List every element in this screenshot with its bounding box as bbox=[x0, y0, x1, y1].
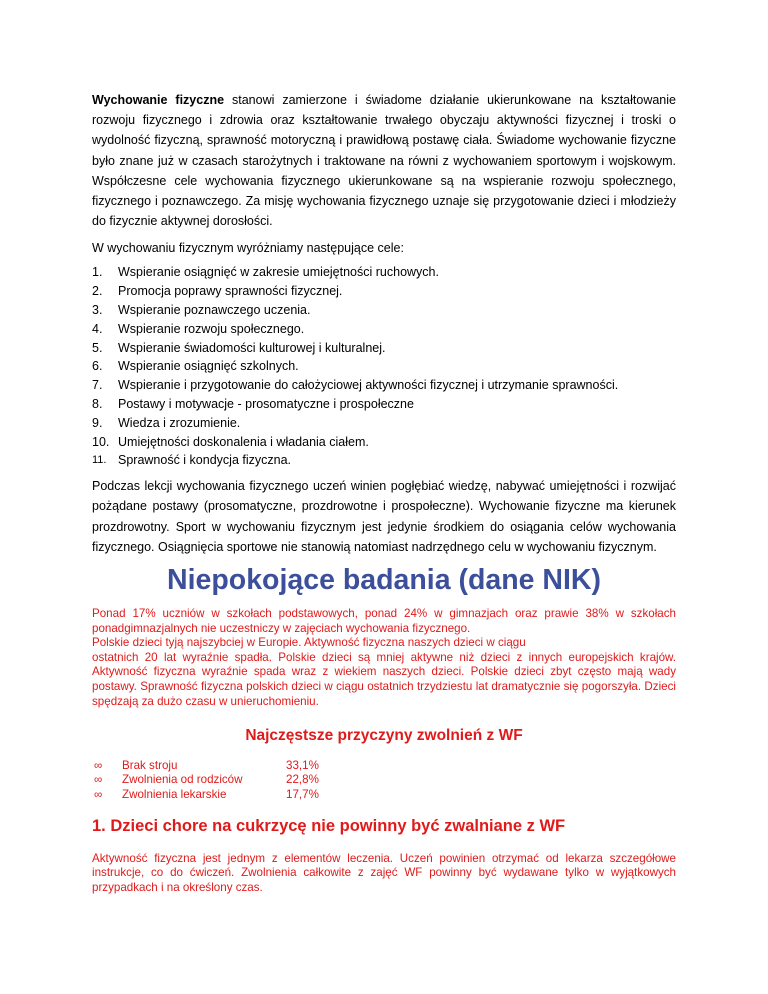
list-item bbox=[92, 759, 676, 773]
item-number: 8. bbox=[92, 397, 103, 411]
list-item bbox=[92, 357, 676, 376]
list-item bbox=[92, 339, 676, 358]
section-heading: 1. Dzieci chore na cukrzycę nie powinny być zwalniane z WF bbox=[92, 816, 566, 835]
item-number: 9. bbox=[92, 415, 103, 430]
list-item bbox=[92, 263, 676, 282]
nik-heading: Niepokojące badania (dane NIK) bbox=[167, 564, 601, 596]
nik-text-3: ostatnich 20 lat wyraźnie spadła. Polskie dzieci są mniej aktywne niż dzieci z innych europejskich krajów. Aktywność fizyczna wyraźnie spada wraz z wiekiem naszych dzieci. Polskie dzieci zbyt często mają wady postawy. Sprawność fizyczna polskich dzieci w ciągu ostatnich trzydziestu lat dramatycznie się pogorszyła. Dzieci spędzają za dużo czasu w unieruchomieniu. bbox=[92, 650, 676, 708]
intro-paragraph bbox=[92, 90, 676, 231]
item-number: 11. bbox=[92, 454, 107, 467]
intro-bold-term: Wychowanie fizyczne bbox=[92, 93, 225, 107]
infinity-bullet-icon: ∞ bbox=[94, 773, 103, 787]
intro-text: stanowi zamierzone i świadome działanie ukierunkowane na kształtowanie rozwoju fizycznego i zdrowia oraz kształtowanie trwałego obyczaju aktywności fizycznej i troski o wydolność fizyczną, sprawność motoryczną i prawidłową postawę ciała. Świadome wychowanie fizyczne było znane już w czasach starożytnych i traktowane na równi z wychowaniem sportowym i wojskowym. Współczesne cele wychowania fizycznego ukierunkowane są na wspieranie rozwoju społecznego, fizycznego i poznawczego. Za misję wychowania fizycznego uznaje się przygotowanie dzieci i młodzieży do fizycznie aktywnej dorosłości. bbox=[92, 93, 676, 229]
item-text: Wspieranie osiągnięć w zakresie umiejętności ruchowych. bbox=[118, 265, 439, 280]
causes-heading: Najczęstsze przyczyny zwolnień z WF bbox=[245, 727, 523, 745]
item-number: 6. bbox=[92, 359, 103, 374]
item-text: Postawy i motywacje - prosomatyczne i prospołeczne bbox=[118, 397, 414, 411]
cause-label: Brak stroju bbox=[122, 759, 178, 773]
list-item bbox=[92, 788, 676, 802]
list-item bbox=[92, 301, 676, 320]
list-item bbox=[92, 414, 676, 433]
goals-list bbox=[92, 263, 676, 470]
item-number: 2. bbox=[92, 284, 103, 299]
causes-list bbox=[92, 759, 676, 802]
item-text: Wspieranie osiągnięć szkolnych. bbox=[118, 359, 299, 374]
list-item bbox=[92, 376, 676, 395]
item-number: 7. bbox=[92, 378, 103, 393]
cause-percent: 22,8% bbox=[286, 773, 319, 787]
nik-text-1: Ponad 17% uczniów w szkołach podstawowych, ponad 24% w gimnazjach oraz prawie 38% w szkołach ponadgimnazjalnych nie uczestniczy w zajęciach wychowania fizycznego. bbox=[92, 607, 676, 635]
cause-percent: 17,7% bbox=[286, 787, 319, 801]
section-paragraph: Aktywność fizyczna jest jednym z elementów leczenia. Uczeń powinien otrzymać od lekarza szczegółowe instrukcje, co do ćwiczeń. Zwolnienia całkowite z zajęć WF powinny być wydawane tylko w wyjątkowych przypadkach i na określony czas. bbox=[92, 851, 676, 894]
cause-label: Zwolnienia lekarskie bbox=[122, 787, 227, 801]
item-text: Wspieranie rozwoju społecznego. bbox=[118, 321, 305, 336]
list-item bbox=[92, 282, 676, 301]
list-item bbox=[92, 320, 676, 339]
nik-paragraph bbox=[92, 607, 676, 709]
item-text: Sprawność i kondycja fizyczna. bbox=[118, 453, 291, 468]
goals-lead: W wychowaniu fizycznym wyróżniamy następujące cele: bbox=[92, 241, 404, 256]
list-item bbox=[92, 433, 676, 452]
item-number: 3. bbox=[92, 303, 103, 318]
item-text: Umiejętności doskonalenia i władania ciałem. bbox=[118, 434, 369, 449]
item-text: Wspieranie świadomości kulturowej i kulturalnej. bbox=[118, 340, 386, 355]
closing-paragraph: Podczas lekcji wychowania fizycznego uczeń winien pogłębiać wiedzę, nabywać umiejętności i rozwijać pożądane postawy (prosomatyczne, prozdrowotne i prospołeczne). Wychowanie fizyczne ma kierunek prozdrowotny. Sport w wychowaniu fizycznym jest jedynie środkiem do osiągania celów wychowania fizycznego. Osiągnięcia sportowe nie stanowią natomiast nadrzędnego celu w wychowaniu fizycznym. bbox=[92, 479, 676, 554]
item-number: 1. bbox=[92, 265, 103, 280]
document-page bbox=[92, 90, 676, 896]
item-text: Wspieranie poznawczego uczenia. bbox=[118, 303, 311, 318]
item-number: 4. bbox=[92, 321, 103, 336]
item-number: 10. bbox=[92, 434, 110, 449]
cause-percent: 33,1% bbox=[286, 759, 319, 773]
item-text: Wspieranie i przygotowanie do całożyciowej aktywności fizycznej i utrzymanie sprawności. bbox=[118, 378, 619, 393]
item-text: Wiedza i zrozumienie. bbox=[118, 415, 241, 430]
cause-label: Zwolnienia od rodziców bbox=[122, 773, 243, 787]
list-item bbox=[92, 395, 676, 414]
infinity-bullet-icon: ∞ bbox=[94, 787, 103, 801]
nik-text-2: Polskie dzieci tyją najszybciej w Europie. Aktywność fizyczna naszych dzieci w ciągu bbox=[92, 636, 526, 650]
item-text: Promocja poprawy sprawności fizycznej. bbox=[118, 284, 343, 299]
list-item bbox=[92, 451, 676, 470]
list-item bbox=[92, 773, 676, 787]
infinity-bullet-icon: ∞ bbox=[94, 759, 103, 773]
item-number: 5. bbox=[92, 340, 103, 355]
